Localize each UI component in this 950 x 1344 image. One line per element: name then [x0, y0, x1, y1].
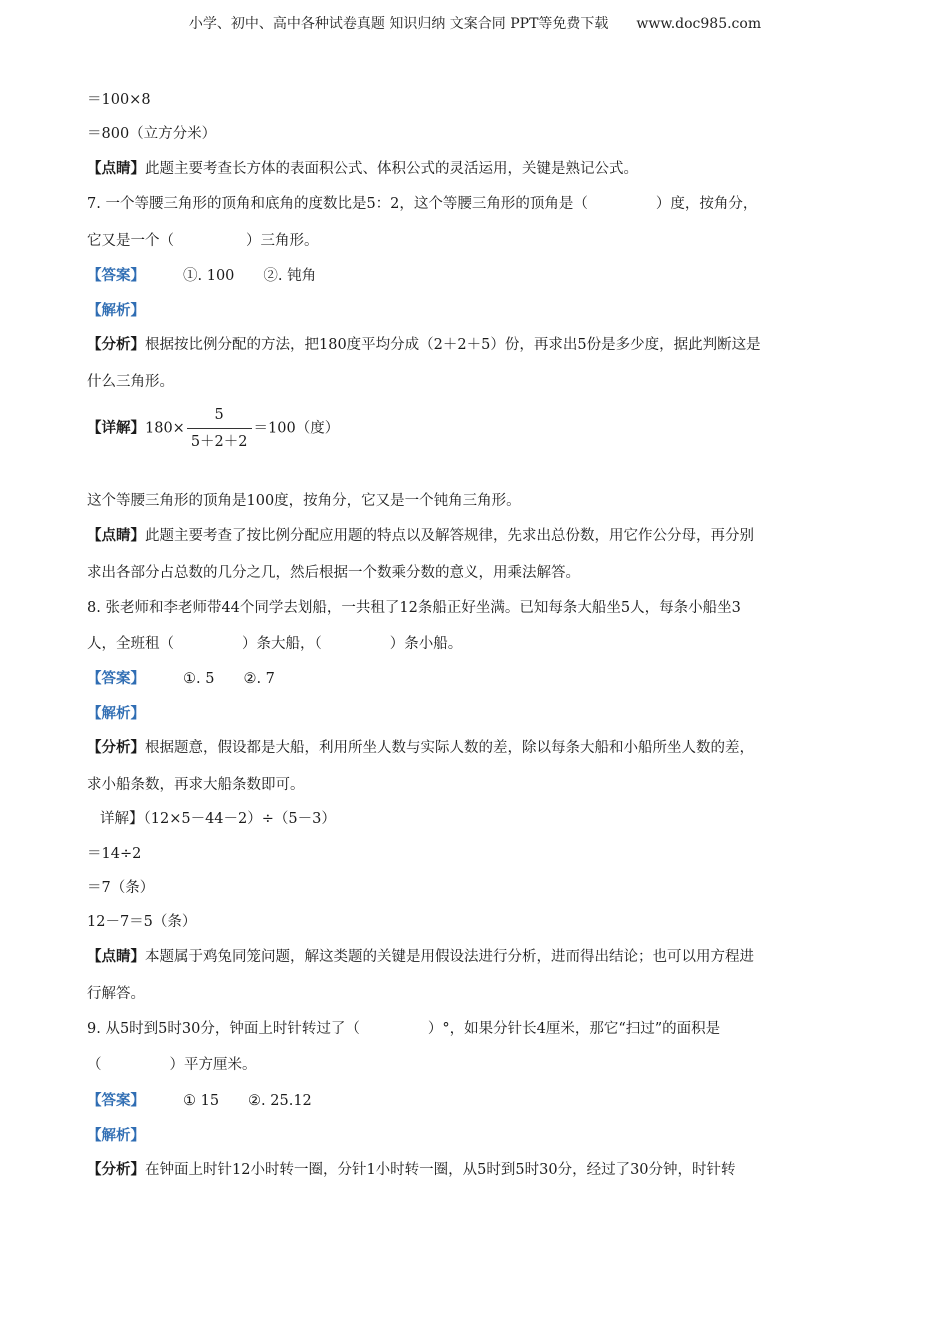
comment-text: 此题主要考查了按比例分配应用题的特点以及解答规律，先求出总份数，用它作公分母，再分别	[145, 528, 754, 544]
analysis-text: 根据题意，假设都是大船，利用所坐人数与实际人数的差，除以每条大船和小船所坐人数的差，	[145, 740, 754, 756]
answer-line	[87, 1091, 312, 1111]
comment-cont: 求出各部分占总数的几分之几，然后根据一个数乘分数的意义，用乘法解答。	[87, 565, 580, 581]
analysis-tag: 【解析】	[87, 1127, 145, 1144]
answer-tag: 【答案】	[87, 1092, 145, 1109]
question-9-cont	[87, 1055, 257, 1075]
answer-text: ① 15 ②. 25.12	[183, 1093, 312, 1109]
detail-line: 详解】（12×5－44－2）÷（5－3）	[100, 811, 336, 827]
detail-line	[87, 404, 339, 453]
detail-tag: 【详解】	[87, 419, 145, 437]
question-text: ）度，按角分，	[655, 196, 758, 212]
comment-tag: 【点睛】	[87, 527, 145, 544]
page-header: 小学、初中、高中各种试卷真题 知识归纳 文案合同 PPT等免费下载 www.doc985.com	[188, 16, 762, 32]
fraction	[187, 404, 252, 453]
answer-tag: 【答案】	[87, 267, 145, 284]
comment-tag: 【点睛】	[87, 948, 145, 965]
analysis-sub-tag: 【分析】	[87, 1161, 145, 1178]
question-text: 9. 从5时到5时30分，钟面上时针转过了（	[87, 1021, 360, 1037]
calc-line: ＝7（条）	[87, 880, 155, 896]
detail-text: ＝100（度）	[253, 420, 340, 437]
question-text: （	[87, 1057, 102, 1073]
question-text: 它又是一个（	[87, 233, 174, 249]
calc-line: 12－7＝5（条）	[87, 914, 197, 930]
question-7	[87, 194, 757, 214]
question-text: ）平方厘米。	[169, 1057, 257, 1073]
fraction-numerator: 5	[187, 404, 252, 429]
answer-line	[87, 266, 316, 286]
comment-line	[87, 947, 754, 967]
analysis-text: 根据按比例分配的方法，把180度平均分成（2＋2＋5）份，再求出5份是多少度，据此判断这是	[145, 337, 761, 353]
analysis-sub-tag: 【分析】	[87, 739, 145, 756]
analysis-text: 在钟面上时针12小时转一圈，分针1小时转一圈，从5时到5时30分，经过了30分钟，时针转	[145, 1162, 736, 1178]
question-9	[87, 1019, 720, 1039]
answer-tag: 【答案】	[87, 670, 145, 687]
analysis-line	[87, 738, 754, 758]
analysis-line	[87, 1160, 736, 1180]
question-8-cont	[87, 634, 462, 654]
analysis-tag: 【解析】	[87, 705, 145, 722]
question-8: 8. 张老师和李老师带44个同学去划船，一共租了12条船正好坐满。已知每条大船坐5人，每条小船坐3	[87, 600, 741, 616]
question-text: ）条小船。	[389, 636, 463, 652]
question-text: ）°，如果分针长4厘米，那它“扫过”的面积是	[427, 1021, 721, 1037]
comment-line	[87, 526, 754, 546]
answer-text: ①. 5 ②. 7	[183, 671, 275, 687]
analysis-line	[87, 335, 761, 355]
comment-line	[87, 159, 638, 179]
question-7-cont	[87, 231, 319, 251]
comment-text: 本题属于鸡兔同笼问题，解这类题的关键是用假设法进行分析，进而得出结论；也可以用方程进	[145, 949, 754, 965]
detail-text: 180×	[145, 420, 185, 437]
question-text: ）三角形。	[246, 233, 319, 249]
analysis-tag: 【解析】	[87, 302, 145, 319]
comment-tag: 【点睛】	[87, 160, 145, 177]
answer-line	[87, 669, 275, 689]
comment-cont: 行解答。	[87, 986, 145, 1002]
analysis-sub-tag: 【分析】	[87, 336, 145, 353]
answer-text: ①. 100 ②. 钝角	[183, 268, 317, 284]
fraction-denominator: 5＋2＋2	[190, 434, 248, 450]
calc-line: ＝800（立方分米）	[87, 126, 217, 142]
question-text: 7. 一个等腰三角形的顶角和底角的度数比是5：2，这个等腰三角形的顶角是（	[87, 196, 588, 212]
calc-line: ＝100×8	[87, 92, 151, 108]
question-text: ）条大船，（	[242, 636, 322, 652]
comment-text: 此题主要考查长方体的表面积公式、体积公式的灵活运用，关键是熟记公式。	[145, 161, 638, 177]
question-text: 人，全班租（	[87, 636, 174, 652]
analysis-cont: 什么三角形。	[87, 374, 174, 390]
calc-line: ＝14÷2	[87, 846, 142, 862]
conclusion-line: 这个等腰三角形的顶角是100度，按角分，它又是一个钝角三角形。	[87, 493, 521, 509]
analysis-cont: 求小船条数，再求大船条数即可。	[87, 777, 305, 793]
